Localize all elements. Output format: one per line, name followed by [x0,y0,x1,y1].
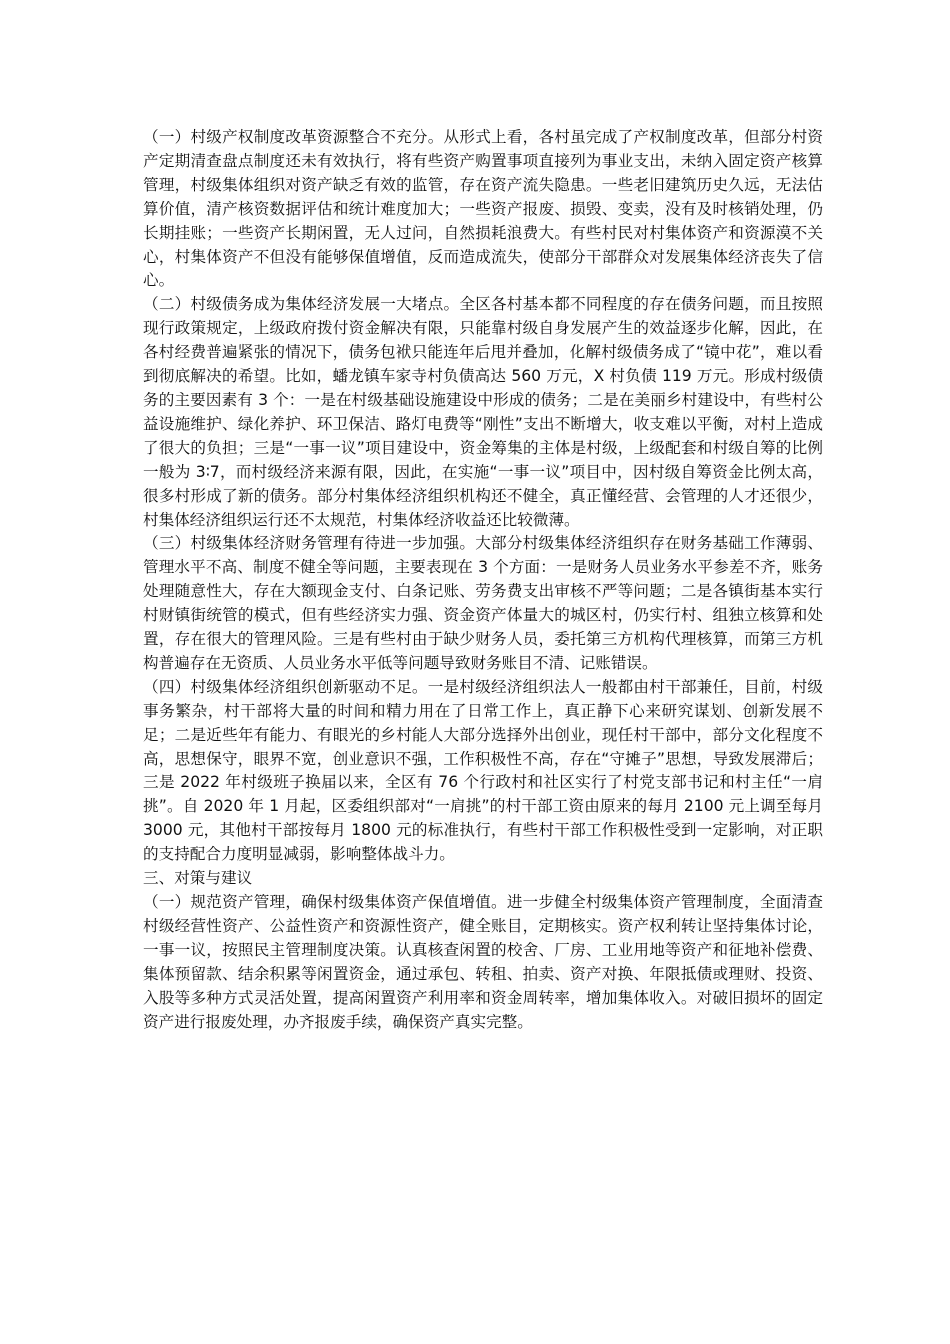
paragraph-asset-management: （一）规范资产管理，确保村级集体资产保值增值。进一步健全村级集体资产管理制度，全面清查村级经营性资产、公益性资产和资源性资产，健全账目，定期核实。资产权利转让坚持集体讨论，一事一议，按照民主管理制度决策。认真核查闲置的校舍、厂房、工业用地等资产和征地补偿费、集体预留款、结余积累等闲置资金，通过承包、转租、拍卖、资产对换、年限抵债或理财、投资、入股等多种方式灵活处置，提高闲置资产利用率和资金周转率，增加集体收入。对破旧损坏的固定资产进行报废处理，办齐报废手续，确保资产真实完整。 [143,893,823,1031]
document-body [143,126,823,1034]
section-heading-countermeasures: 三、对策与建议 [143,869,253,888]
paragraph-property-rights-reform: （一）村级产权制度改革资源整合不充分。从形式上看，各村虽完成了产权制度改革，但部分村资产定期清查盘点制度还未有效执行，将有些资产购置事项直接列为事业支出，未纳入固定资产核算管理，村级集体组织对资产缺乏有效的监管，存在资产流失隐患。一些老旧建筑历史久远，无法估算价值，清产核资数据评估和统计难度加大；一些资产报废、损毁、变卖，没有及时核销处理，仍长期挂账；一些资产长期闲置，无人过问，自然损耗浪费大。有些村民对村集体资产和资源漠不关心，村集体资产不但没有能够保值增值，反而造成流失，使部分干部群众对发展集体经济丧失了信心。 [143,128,823,290]
paragraph-village-debt: （二）村级债务成为集体经济发展一大堵点。全区各村基本都不同程度的存在债务问题，而且按照现行政策规定，上级政府拨付资金解决有限，只能靠村级自身发展产生的效益逐步化解，因此，在各村经费普遍紧张的情况下，债务包袱只能连年后甩并叠加，化解村级债务成了“镜中花”，难以看到彻底解决的希望。比如，蟠龙镇车家寺村负债高达 560 万元，X 村负债 119 万元。形成村级债务的主要因素有 3 个：一是在村级基础设施建设中形成的债务；二是在美丽乡村建设中，有些村公益设施维护、绿化养护、环卫保洁、路灯电费等“刚性”支出不断增大，收支难以平衡，对村上造成了很大的负担；三是“一事一议”项目建设中，资金筹集的主体是村级，上级配套和村级自筹的比例一般为 3∶7，而村级经济来源有限，因此，在实施“一事一议”项目中，因村级自筹资金比例太高，很多村形成了新的债务。部分村集体经济组织机构还不健全，真正懂经营、会管理的人才还很少，村集体经济组织运行还不太规范，村集体经济收益还比较微薄。 [143,295,823,529]
paragraph-financial-management: （三）村级集体经济财务管理有待进一步加强。大部分村级集体经济组织存在财务基础工作薄弱、管理水平不高、制度不健全等问题，主要表现在 3 个方面：一是财务人员业务水平参差不齐，账务处理随意性大，存在大额现金支付、白条记账、劳务费支出审核不严等问题；二是各镇街基本实行村财镇街统管的模式，但有些经济实力强、资金资产体量大的城区村，仍实行村、组独立核算和处置，存在很大的管理风险。三是有些村由于缺少财务人员，委托第三方机构代理核算，而第三方机构普遍存在无资质、人员业务水平低等问题导致财务账目不清、记账错误。 [143,534,823,672]
paragraph-innovation-drive: （四）村级集体经济组织创新驱动不足。一是村级经济组织法人一般都由村干部兼任，目前，村级事务繁杂，村干部将大量的时间和精力用在了日常工作上，真正静下心来研究谋划、创新发展不足；二是近些年有能力、有眼光的乡村能人大部分选择外出创业，现任村干部中，部分文化程度不高，思想保守，眼界不宽，创业意识不强，工作积极性不高，存在“守摊子”思想，导致发展滞后；三是 2022 年村级班子换届以来，全区有 76 个行政村和社区实行了村党支部书记和村主任“一肩挑”。自 2020 年 1 月起，区委组织部对“一肩挑”的村干部工资由原来的每月 2100 元上调至每月 3000 元，其他村干部按每月 1800 元的标准执行，有些村干部工作积极性受到一定影响，对正职的支持配合力度明显减弱，影响整体战斗力。 [143,677,823,864]
